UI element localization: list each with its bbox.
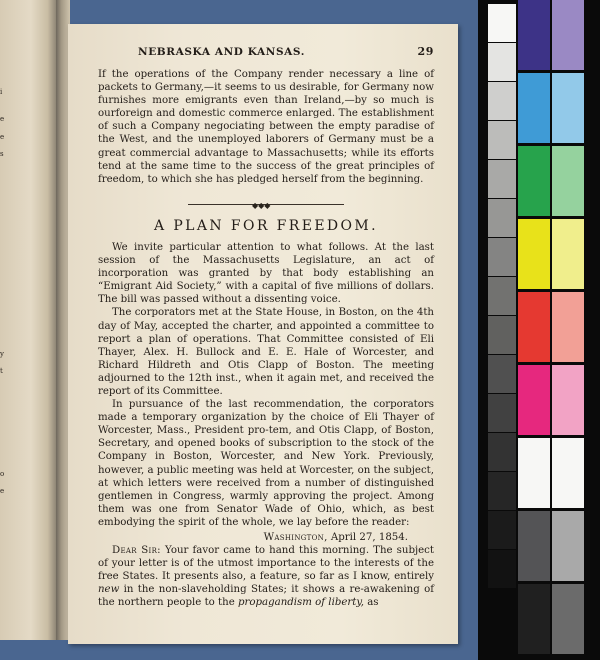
letter-dateline <box>98 531 434 544</box>
color-swatch <box>488 433 516 471</box>
letter-salutation: Dear Sir: <box>112 545 161 557</box>
color-swatch <box>552 73 584 143</box>
page-header <box>98 42 434 62</box>
color-swatch <box>552 438 584 508</box>
left-page-mark: t <box>0 367 3 375</box>
color-swatch <box>488 472 516 510</box>
color-swatch <box>518 292 550 362</box>
color-swatch <box>552 292 584 362</box>
color-swatch <box>552 365 584 435</box>
color-swatch <box>488 43 516 81</box>
color-swatch <box>518 511 550 581</box>
page-number: 29 <box>417 45 434 58</box>
paragraph-organization: In pursuance of the last recommendation, the corporators made a temporary organization by the choice of Eli Thayer of Worcester, Mass., President pro-tem, and Otis Clapp, of Boston, Secretary, and opened books of subscription to the stock of the Company in Boston, Worcester, and New York. Previously, however, a public meeting was held at Worcester, on the subject, at which letters were received from a number of distinguished gentlemen in Congress, warmly approving the project. Among them was one from Senator Wade of Ohio, which, as best embodying the spirit of the whole, we lay before the reader: <box>98 399 434 528</box>
color-swatch <box>518 0 550 70</box>
color-swatch <box>488 277 516 315</box>
paragraph-letter <box>98 544 434 609</box>
color-swatch <box>552 584 584 654</box>
color-swatch <box>518 73 550 143</box>
left-page-mark: e <box>0 115 5 123</box>
color-swatch <box>552 219 584 289</box>
letter-place: Washington, <box>263 532 328 543</box>
book-page <box>68 24 458 644</box>
color-swatch <box>488 394 516 432</box>
color-swatch <box>552 511 584 581</box>
color-swatch <box>488 4 516 42</box>
color-swatch <box>488 550 516 588</box>
page-text-block <box>98 42 434 610</box>
section-title: A PLAN FOR FREEDOM. <box>153 217 379 234</box>
color-swatch <box>488 121 516 159</box>
color-swatch <box>488 160 516 198</box>
left-page-mark: e <box>0 133 5 141</box>
left-page-mark: o <box>0 470 5 478</box>
letter-text-end: as <box>367 597 379 609</box>
color-swatch <box>488 316 516 354</box>
paragraph-legislature: We invite particular attention to what follows. At the last session of the Massachusetts Legislature, an act of incorporation was granted by that body establishing an “Emigrant Aid Society,” with a capital of five millions of dollars. The bill was passed without a dissenting voice. <box>98 241 434 306</box>
color-checker <box>478 0 600 660</box>
left-page-mark: y <box>0 350 4 358</box>
running-head: NEBRASKA AND KANSAS. <box>138 46 305 58</box>
divider-ornament: ◆◆◆ <box>252 200 271 210</box>
color-swatch <box>518 438 550 508</box>
section-divider <box>98 196 434 212</box>
letter-date: April 27, 1854. <box>330 532 408 543</box>
left-page-edge <box>0 0 56 640</box>
paragraph-emigration: If the operations of the Company render necessary a line of packets to Germany,—it seems to us desirable, for Germany now furnishes more emigrants even than Ireland,—by so much is ourforeign and domestic commerce enlarged. The establishment of such a Company negociating between the empty paradise of the West, and the unemployed laborers of Germany must be a great commercial advantage to Massachusetts; while its efforts tend at the same time to the success of the great principles of freedom, to which she has pledged herself from the beginning. <box>98 69 434 185</box>
color-swatch <box>488 238 516 276</box>
color-swatch <box>518 584 550 654</box>
letter-text-start: Your favor came to hand this morning. The subject of your letter is of the utmost importance to the interests of the free States. It presents also, a feature, so far as I know, entirely <box>98 545 434 583</box>
left-page-mark: e <box>0 487 5 495</box>
color-swatch <box>488 511 516 549</box>
color-swatch <box>518 146 550 216</box>
letter-emphasis-liberty: propagandism of liberty, <box>237 597 364 609</box>
letter-text-middle: in the non-slaveholding States; it shows a re-awakening of the northern people to the <box>98 584 434 609</box>
color-swatch <box>488 82 516 120</box>
color-swatch <box>488 355 516 393</box>
color-swatch <box>552 0 584 70</box>
color-swatch <box>518 219 550 289</box>
paragraph-corporators: The corporators met at the State House, in Boston, on the 4th day of May, accepted the charter, and appointed a committee to report a plan of operations. That Committee consisted of Eli Thayer, Alex. H. Bullock and E. E. Hale of Worcester, and Richard Hildreth and Otis Clapp of Boston. The meeting adjourned to the 12th inst., when it again met, and received the report of its Committee. <box>98 307 434 397</box>
left-page-mark: i <box>0 88 3 96</box>
letter-emphasis-new: new <box>98 584 120 596</box>
color-swatch <box>518 365 550 435</box>
left-page-mark: s <box>0 150 4 158</box>
color-swatch <box>552 146 584 216</box>
color-swatch <box>488 199 516 237</box>
